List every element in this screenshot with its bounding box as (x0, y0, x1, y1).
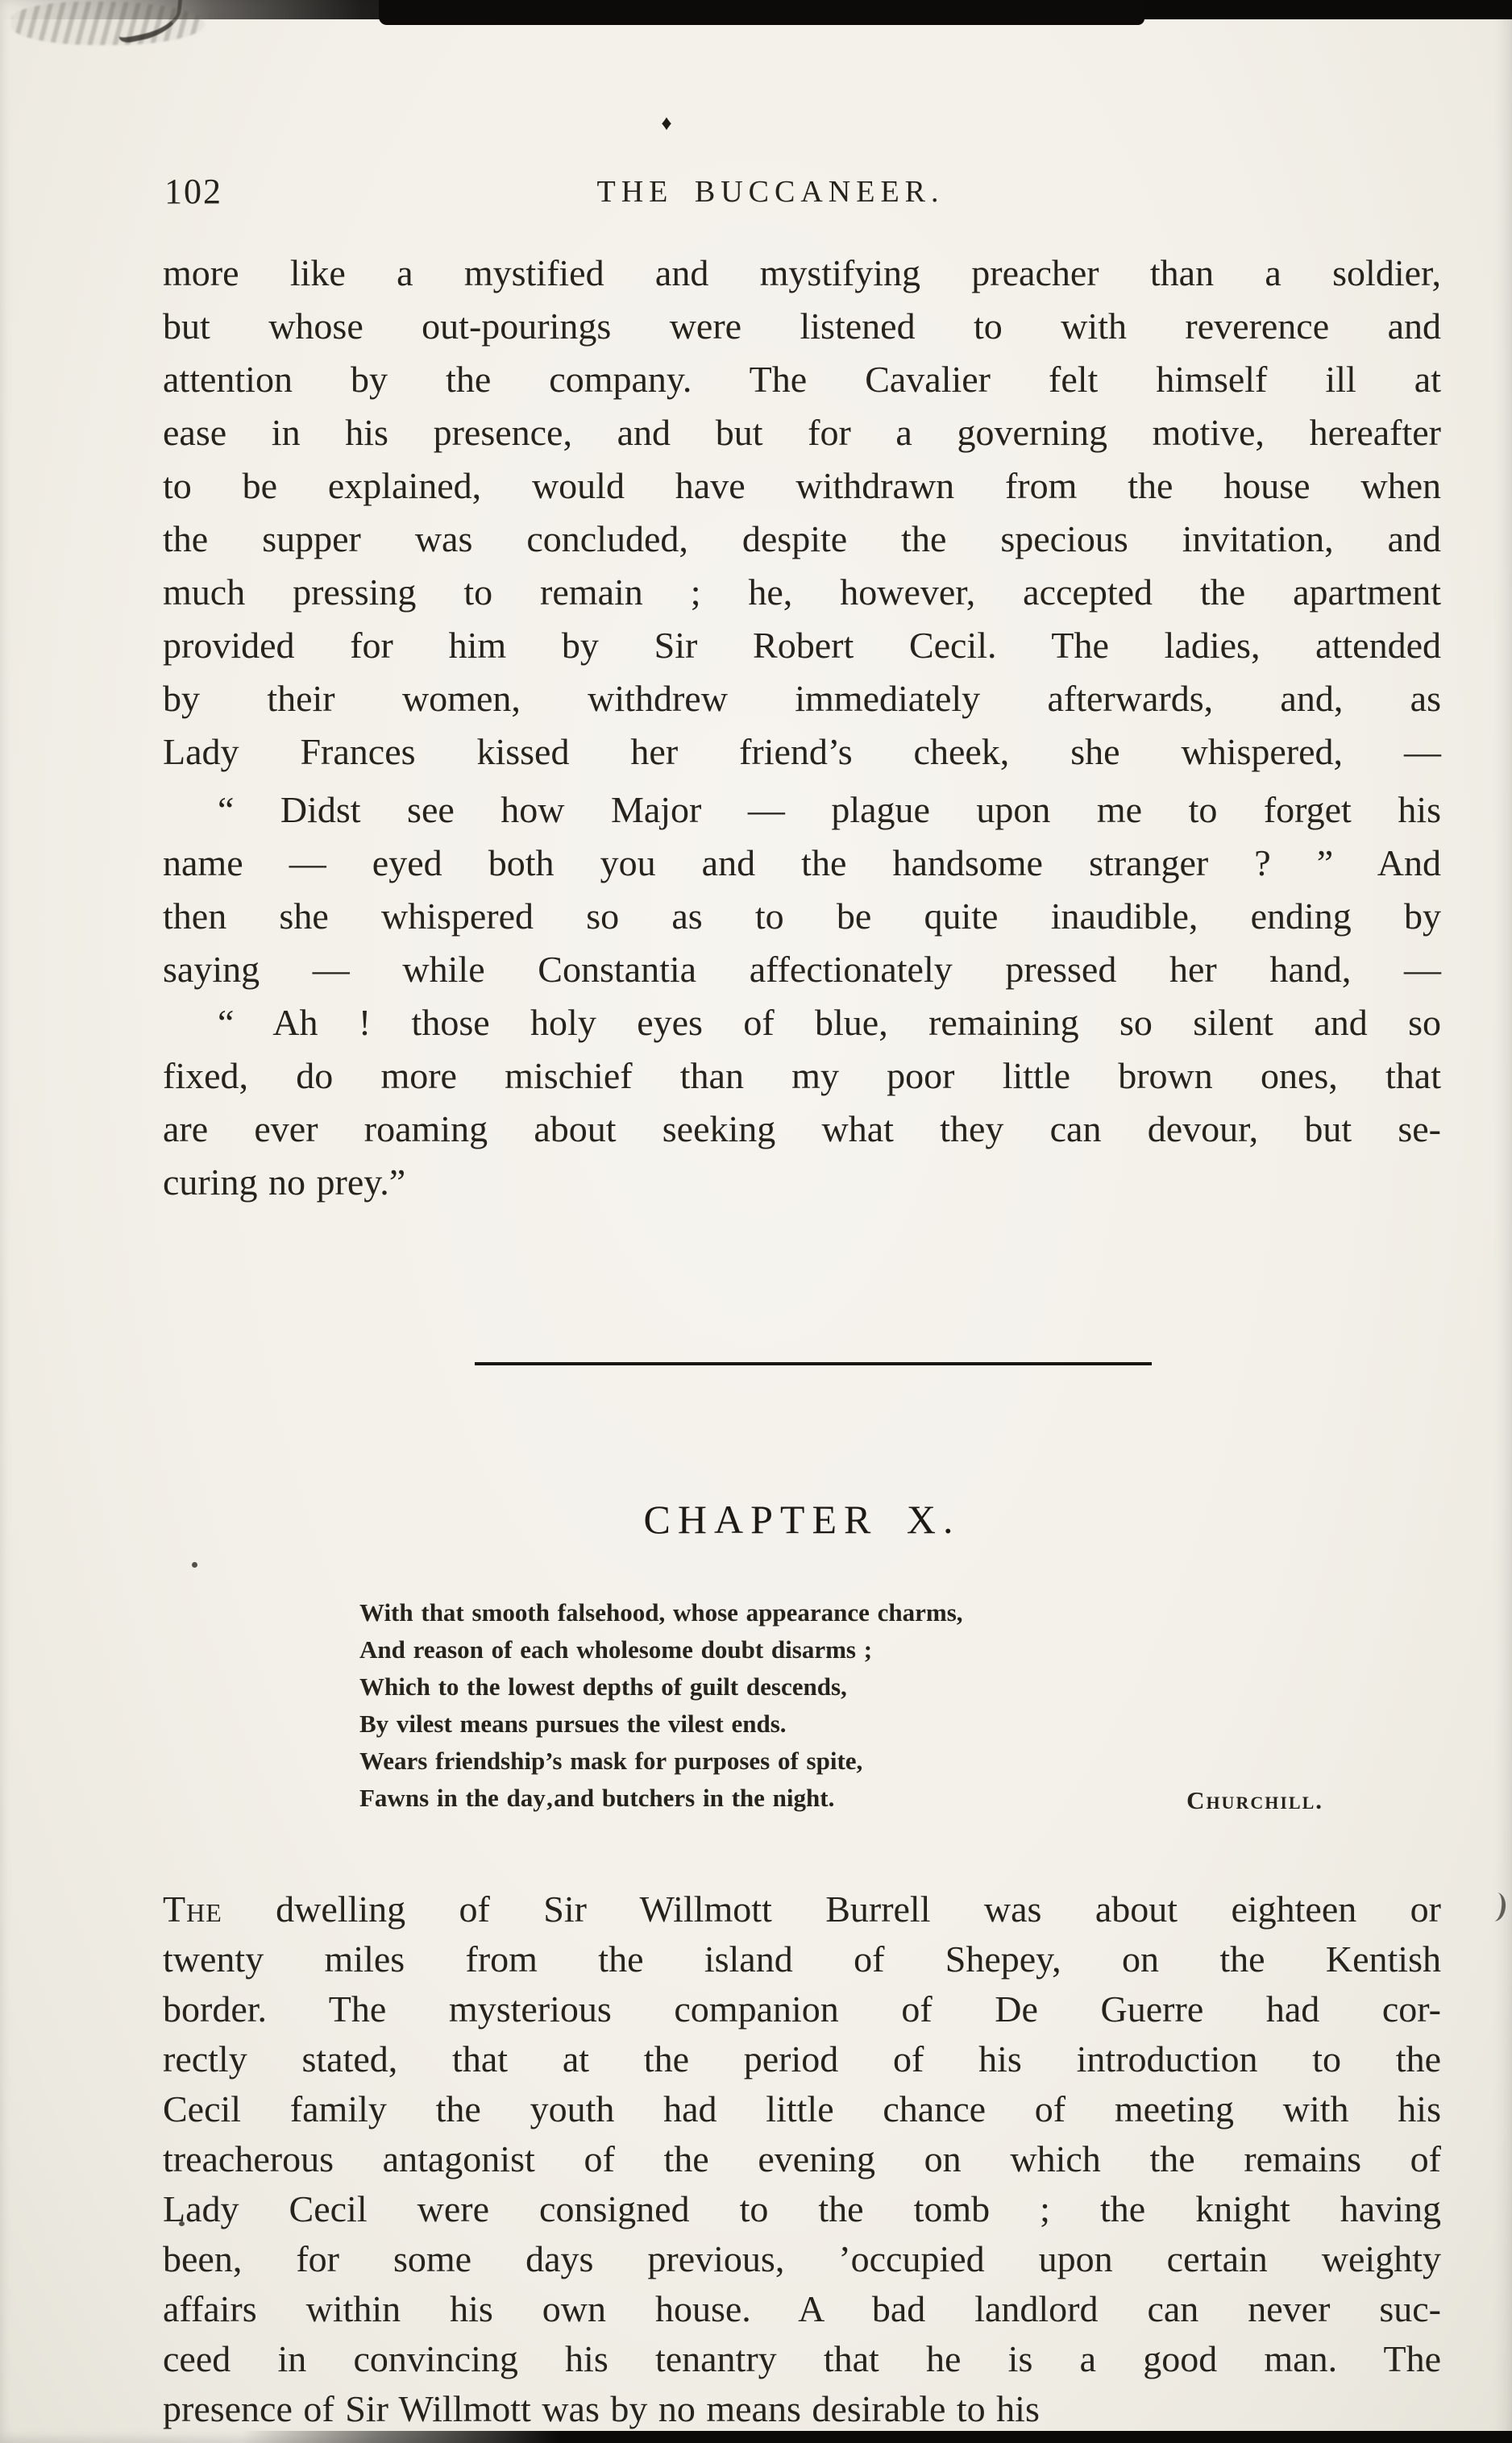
text-line: name — eyed both you and the handsome stranger ? ” And (163, 842, 1441, 883)
epigraph-attribution: Churchill. (1186, 1786, 1323, 1814)
text-line: much pressing to remain ; he, however, accepted the apartment (163, 571, 1441, 613)
text-line: curing no prey.” (163, 1161, 406, 1203)
text-line: rectly stated, that at the period of his introduction to the (163, 2038, 1441, 2079)
paragraph-continuation (163, 247, 1441, 779)
text-line: ceed in convincing his tenantry that he is a good man. The (163, 2338, 1441, 2379)
epigraph-line: Wears friendship’s mask for purposes of spite, (359, 1747, 863, 1775)
text-line: treacherous antagonist of the evening on which the remains of (163, 2138, 1441, 2179)
epigraph-line: With that smooth falsehood, whose appearance charms, (359, 1598, 963, 1627)
text-line: been, for some days previous, ’occupied upon certain weighty (163, 2238, 1441, 2279)
section-divider-rule (475, 1362, 1152, 1365)
text-line: provided for him by Sir Robert Cecil. The ladies, attended (163, 625, 1441, 666)
chapter-epigraph (163, 1594, 1441, 1817)
page-number: 102 (164, 172, 222, 211)
scan-artifact-speck (192, 1562, 197, 1568)
epigraph-line: By vilest means pursues the vilest ends. (359, 1710, 787, 1738)
text-line: are ever roaming about seeking what they can devour, but se- (163, 1108, 1441, 1149)
text-line: “ Ah ! those holy eyes of blue, remaining so silent and so (218, 1002, 1441, 1043)
text-line: ease in his presence, and but for a governing motive, hereafter (163, 412, 1441, 453)
running-title: THE BUCCANEER. (596, 175, 945, 209)
chapter-opening-paragraph (163, 1884, 1441, 2434)
paragraph-dialogue-2 (163, 996, 1441, 1209)
text-line: “ Didst see how Major — plague upon me to forget his (218, 789, 1441, 830)
epigraph-line: And reason of each wholesome doubt disarms ; (359, 1635, 873, 1664)
text-line: twenty miles from the island of Shepey, on the Kentish (163, 1938, 1441, 1980)
text-line: Cecil family the youth had little chance of meeting with his (163, 2088, 1441, 2129)
scan-artifact-edge-mark (1487, 1892, 1507, 1922)
chapter-opening-lines (163, 1934, 1441, 2434)
text-line: saying — while Constantia affectionately pressed her hand, — (163, 949, 1441, 990)
text-line: more like a mystified and mystifying preacher than a soldier, (163, 252, 1441, 293)
text-line (163, 1884, 1441, 1934)
text-line: affairs within his own house. A bad landlord can never suc- (163, 2288, 1441, 2329)
text-line: to be explained, would have withdrawn from the house when (163, 465, 1441, 506)
first-line-rest: dwelling of Sir Willmott Burrell was about eighteen or (222, 1888, 1441, 1930)
text-line: by their women, withdrew immediately afterwards, and, as (163, 678, 1441, 719)
section-ornament-diamond-icon: ♦ (661, 111, 672, 135)
lead-word-smallcaps: The (163, 1888, 222, 1930)
epigraph-line: Which to the lowest depths of guilt descends, (359, 1672, 847, 1701)
text-line: presence of Sir Willmott was by no means desirable to his (163, 2388, 1040, 2429)
text-line: then she whispered so as to be quite inaudible, ending by (163, 895, 1441, 937)
text-line: but whose out-pourings were listened to with reverence and (163, 305, 1441, 347)
page-header (163, 166, 1441, 218)
text-line: attention by the company. The Cavalier felt himself ill at (163, 359, 1441, 400)
text-line: Lady Frances kissed her friend’s cheek, she whispered, — (163, 731, 1441, 772)
epigraph-line: Fawns in the day‚and butchers in the night. (359, 1784, 835, 1812)
text-line: the supper was concluded, despite the specious invitation, and (163, 518, 1441, 559)
text-line: fixed, do more mischief than my poor little brown ones, that (163, 1055, 1441, 1096)
text-line: Lady Cecil were consigned to the tomb ; the knight having (163, 2188, 1441, 2229)
scan-artifact-top-bar-thick (379, 0, 1144, 25)
text-line: border. The mysterious companion of De Guerre had cor- (163, 1988, 1441, 2030)
paragraph-dialogue-1 (163, 783, 1441, 996)
chapter-heading: CHAPTER X. (643, 1497, 961, 1542)
